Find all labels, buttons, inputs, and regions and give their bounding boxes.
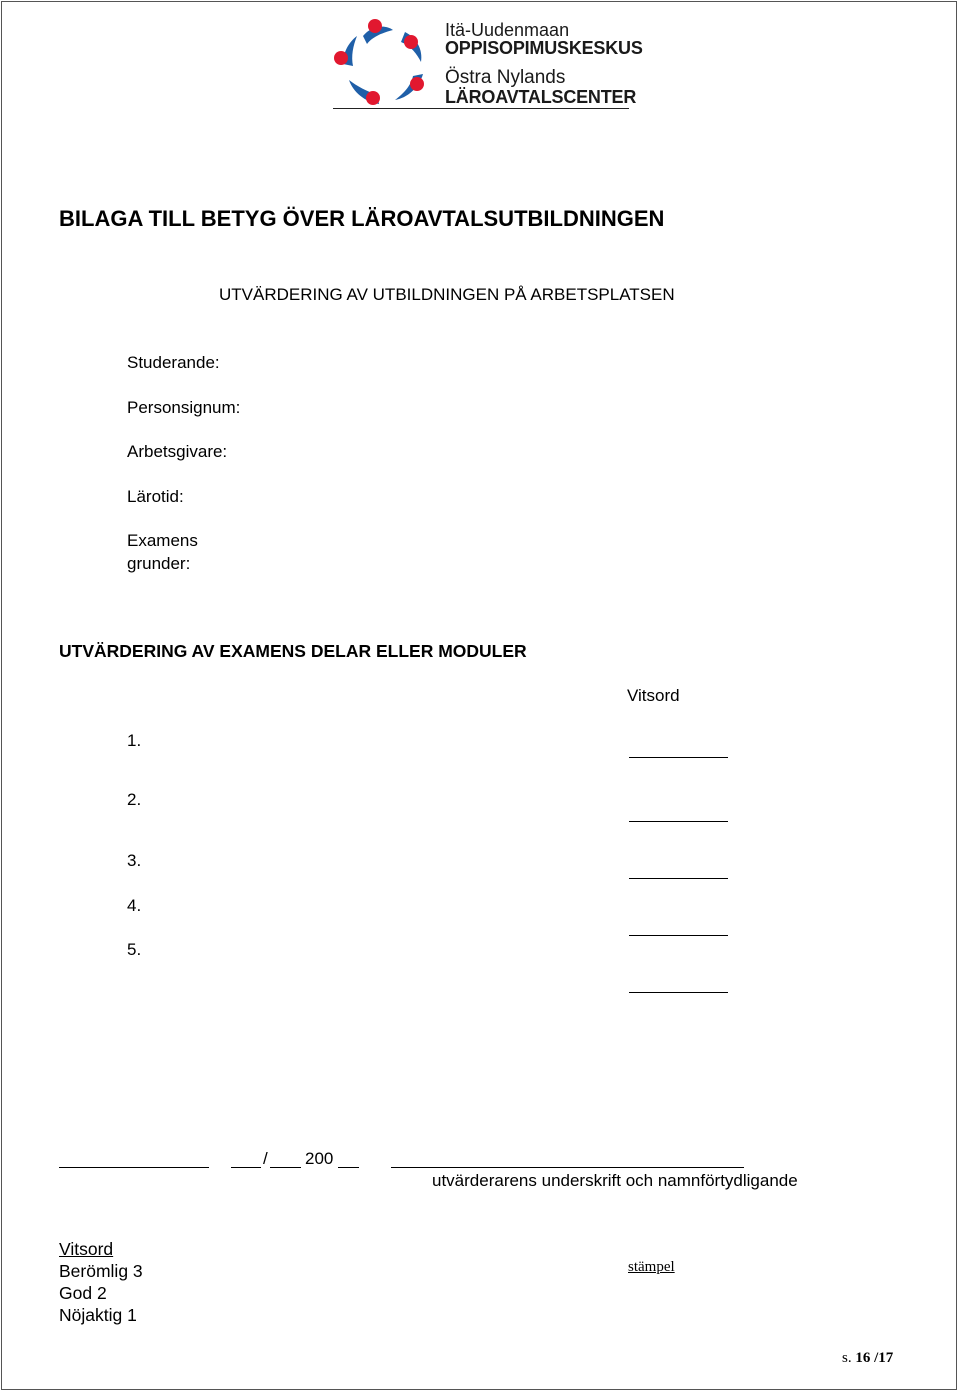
document-title: BILAGA TILL BETYG ÖVER LÄROAVTALSUTBILDNINGEN [59,206,665,231]
page-total: /17 [874,1350,894,1366]
grade-legend-item: Berömlig 3 [59,1261,143,1281]
signature-caption: utvärderarens underskrift och namnförtydligande [432,1171,798,1190]
page-current: 16 [855,1350,871,1366]
year-blank-line[interactable] [338,1167,359,1168]
grade-blank-line[interactable] [629,878,728,879]
field-employer-label: Arbetsgivare: [127,442,228,461]
grade-legend-item: God 2 [59,1283,107,1303]
grade-legend-heading: Vitsord [59,1239,114,1259]
ring-of-people-logo-icon [333,18,437,110]
day-blank-line[interactable] [231,1167,261,1168]
logo-underline [333,108,629,109]
field-personal-id-label: Personsignum: [127,398,241,417]
module-item-number: 1. [127,731,142,750]
grade-blank-line[interactable] [629,935,728,936]
grade-blank-line[interactable] [629,821,728,822]
logo-line-3: Östra Nylands [445,67,566,88]
document-subtitle: UTVÄRDERING AV UTBILDNINGEN PÅ ARBETSPLATSEN [219,285,675,304]
grade-legend [59,1238,143,1326]
year-prefix: 200 [305,1149,334,1168]
grade-legend-item: Nöjaktig 1 [59,1305,137,1325]
stamp-label: stämpel [628,1259,675,1275]
field-student-label: Studerande: [127,353,220,372]
month-blank-line[interactable] [270,1167,301,1168]
field-exam-basis-label: Examens grunder: [127,531,198,573]
place-blank-line[interactable] [59,1167,209,1168]
logo-line-1: Itä-Uudenmaan [445,20,570,40]
page-prefix: s. [842,1350,852,1366]
date-separator: / [263,1149,268,1168]
logo-line-4: LÄROAVTALSCENTER [445,87,637,107]
organization-logo [333,18,643,112]
grade-column-header: Vitsord [627,686,680,705]
grade-blank-line[interactable] [629,757,728,758]
page-number [842,1350,893,1367]
field-training-period-label: Lärotid: [127,487,184,506]
logo-line-2: OPPISOPIMUSKESKUS [445,38,643,58]
module-item-number: 4. [127,896,142,915]
section-title: UTVÄRDERING AV EXAMENS DELAR ELLER MODULER [59,641,527,661]
module-item-number: 2. [127,790,142,809]
signature-blank-line[interactable] [391,1167,744,1168]
module-item-number: 5. [127,940,142,959]
grade-blank-line[interactable] [629,992,728,993]
module-item-number: 3. [127,851,142,870]
